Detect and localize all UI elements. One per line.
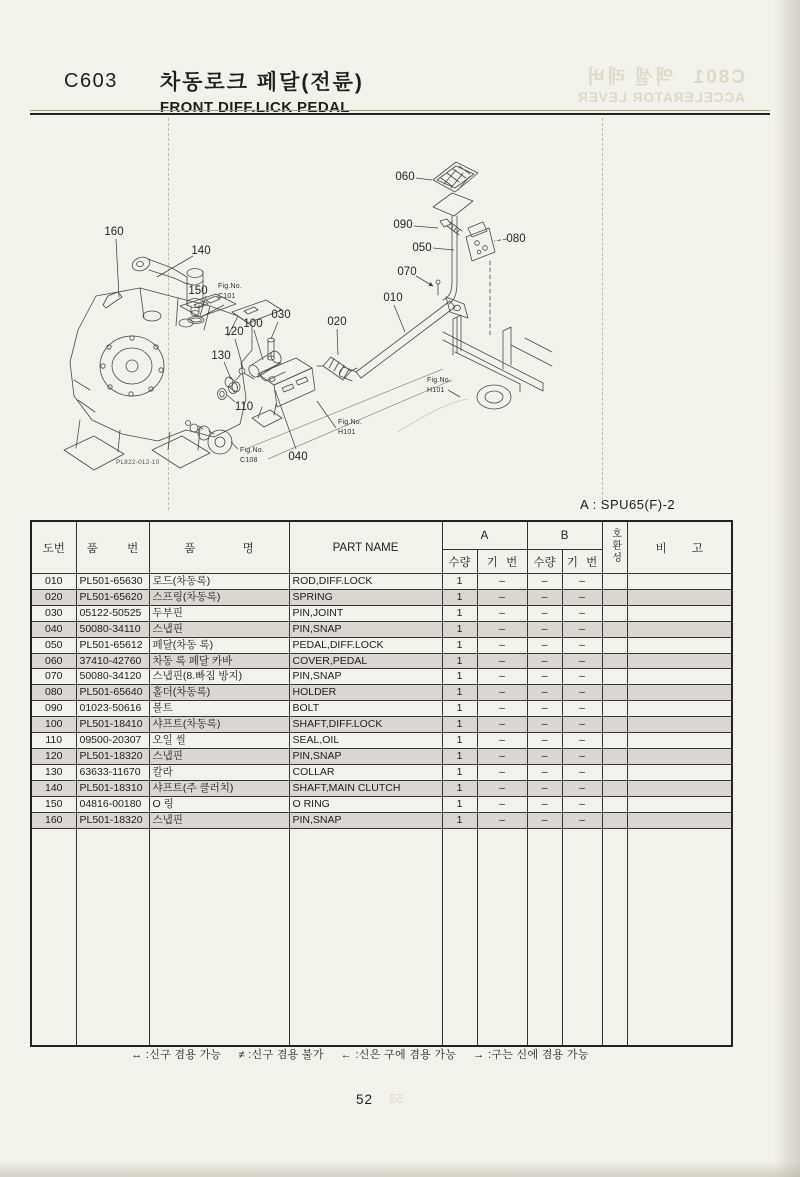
cell-part-no: PL501-18410	[76, 717, 149, 733]
cell-qty-b: –	[527, 605, 562, 621]
table-empty-space	[31, 828, 732, 1046]
cell-fig-no: 160	[31, 812, 76, 828]
cell-part-no: PL501-18320	[76, 812, 149, 828]
header-part-name: PART NAME	[289, 521, 442, 574]
header-group-a: A	[442, 521, 527, 550]
callout-leader	[116, 239, 119, 297]
cell-serial-a: –	[477, 812, 527, 828]
cell-qty-b: –	[527, 685, 562, 701]
cell-fig-no: 130	[31, 764, 76, 780]
cell-compat	[602, 589, 627, 605]
cell-fig-no: 050	[31, 637, 76, 653]
page-number: 52	[356, 1092, 374, 1107]
cell-compat	[602, 764, 627, 780]
bleedthrough-code: C801	[691, 67, 745, 88]
table-row	[31, 717, 732, 733]
cell-empty	[149, 828, 289, 1046]
header-fig-no: 도번	[31, 521, 76, 574]
cell-fig-no: 080	[31, 685, 76, 701]
cell-qty-a: 1	[442, 764, 477, 780]
cell-serial-b: –	[562, 780, 602, 796]
figref-label: H101	[427, 387, 445, 394]
cell-name-ko: 스냅핀(8.빠짐 방지)	[149, 669, 289, 685]
table-row	[31, 621, 732, 637]
cell-qty-b: –	[527, 748, 562, 764]
figref-label: C101	[218, 293, 236, 300]
cell-part-name: PIN,SNAP	[289, 812, 442, 828]
cell-part-name: PEDAL,DIFF.LOCK	[289, 637, 442, 653]
cell-part-name: SHAFT,DIFF.LOCK	[289, 717, 442, 733]
callout-leader	[227, 395, 235, 402]
callout-leader	[254, 330, 263, 360]
cell-fig-no: 140	[31, 780, 76, 796]
callout-label: 150	[188, 285, 208, 297]
bleedthrough-title-ko: 액셀 레버	[584, 67, 674, 88]
table-row	[31, 653, 732, 669]
cell-compat	[602, 637, 627, 653]
table-row	[31, 589, 732, 605]
callout-leader	[271, 322, 278, 339]
section-code: C603	[64, 70, 118, 92]
cell-part-no: PL501-18310	[76, 780, 149, 796]
drawing-code: PL822-012-10	[116, 459, 160, 466]
cell-serial-b: –	[562, 669, 602, 685]
cell-qty-a: 1	[442, 589, 477, 605]
cell-qty-b: –	[527, 653, 562, 669]
cell-serial-a: –	[477, 764, 527, 780]
cell-name-ko: 칼라	[149, 764, 289, 780]
cell-part-name: COLLAR	[289, 764, 442, 780]
cell-part-no: 01023-50616	[76, 701, 149, 717]
cell-fig-no: 010	[31, 574, 76, 590]
scan-edge-bottom	[0, 1161, 800, 1177]
callout-leader	[224, 362, 231, 379]
cell-remarks	[627, 669, 732, 685]
table-row	[31, 669, 732, 685]
cell-serial-b: –	[562, 812, 602, 828]
cell-remarks	[627, 621, 732, 637]
parts-table	[30, 520, 733, 1047]
cell-name-ko: 샤프트(차동록)	[149, 717, 289, 733]
table-row	[31, 812, 732, 828]
cell-qty-a: 1	[442, 717, 477, 733]
cell-qty-b: –	[527, 637, 562, 653]
cell-qty-b: –	[527, 796, 562, 812]
cell-qty-a: 1	[442, 748, 477, 764]
cell-serial-b: –	[562, 653, 602, 669]
cell-empty	[627, 828, 732, 1046]
cell-part-name: PIN,SNAP	[289, 748, 442, 764]
cell-part-name: ROD,DIFF.LOCK	[289, 574, 442, 590]
callout-label: 140	[191, 245, 211, 257]
callout-label: 020	[327, 316, 347, 328]
skid-arc	[398, 399, 468, 432]
callout-label: 090	[393, 219, 413, 231]
table-row	[31, 685, 732, 701]
figref-label: Fig.No.	[218, 283, 242, 290]
cell-serial-b: –	[562, 764, 602, 780]
cell-compat	[602, 653, 627, 669]
cell-part-no: 37410-42760	[76, 653, 149, 669]
legend-item: ↔ :신구 겸용 가능	[131, 1049, 222, 1061]
cell-qty-a: 1	[442, 780, 477, 796]
cell-name-ko: 두부핀	[149, 605, 289, 621]
cell-name-ko: 차동 록 페달 카바	[149, 653, 289, 669]
cell-name-ko: 볼트	[149, 701, 289, 717]
cell-fig-no: 030	[31, 605, 76, 621]
title-block	[64, 66, 364, 116]
cell-part-no: PL501-18320	[76, 748, 149, 764]
cell-part-name: PIN,SNAP	[289, 621, 442, 637]
cell-part-name: PIN,JOINT	[289, 605, 442, 621]
cell-name-ko: 로드(차동록)	[149, 574, 289, 590]
header-serial-a: 기 번	[477, 550, 527, 574]
figref-label: Fig.No.	[338, 419, 362, 426]
callout-leader	[416, 276, 433, 286]
cell-serial-a: –	[477, 717, 527, 733]
cell-qty-a: 1	[442, 574, 477, 590]
callout-leader	[433, 248, 454, 250]
cell-serial-a: –	[477, 780, 527, 796]
cell-qty-a: 1	[442, 733, 477, 749]
callout-label: 040	[288, 451, 308, 463]
cell-part-no: 04816-00180	[76, 796, 149, 812]
cell-name-ko: 오일 씰	[149, 733, 289, 749]
cell-part-no: PL501-65620	[76, 589, 149, 605]
cell-qty-b: –	[527, 589, 562, 605]
cell-remarks	[627, 637, 732, 653]
cell-qty-a: 1	[442, 621, 477, 637]
header-name-ko: 품 명	[149, 521, 289, 574]
legend-item: ≠ :신구 겸용 불가	[238, 1049, 324, 1061]
table-row	[31, 701, 732, 717]
bleedthrough-page-number: 53	[389, 1091, 404, 1106]
cell-serial-a: –	[477, 701, 527, 717]
bleedthrough-title-en: ACCELERATOR LEVER	[576, 90, 745, 105]
cell-part-name: BOLT	[289, 701, 442, 717]
cell-part-name: SEAL,OIL	[289, 733, 442, 749]
frame-rails-light	[248, 369, 452, 459]
cell-name-ko: 홀더(차동록)	[149, 685, 289, 701]
cell-name-ko: 샤프트(주 클러치)	[149, 780, 289, 796]
cell-serial-a: –	[477, 574, 527, 590]
figref-label: H101	[338, 429, 356, 436]
scan-edge-right	[774, 0, 800, 1177]
cell-empty	[562, 828, 602, 1046]
callout-label: 100	[243, 318, 263, 330]
header-serial-b: 기 번	[562, 550, 602, 574]
callout-leader	[235, 339, 243, 368]
cell-qty-b: –	[527, 621, 562, 637]
figref-leader	[231, 442, 238, 449]
cell-remarks	[627, 764, 732, 780]
header-compat: 호환성	[602, 521, 627, 574]
variant-note: A : SPU65(F)-2	[580, 497, 676, 512]
table-row	[31, 733, 732, 749]
callout-leader	[337, 329, 338, 355]
cell-fig-no: 040	[31, 621, 76, 637]
callout-leader	[494, 239, 507, 241]
cell-fig-no: 070	[31, 669, 76, 685]
callout-label: 130	[211, 350, 231, 362]
cell-part-name: HOLDER	[289, 685, 442, 701]
cell-serial-b: –	[562, 621, 602, 637]
cell-serial-a: –	[477, 796, 527, 812]
cell-remarks	[627, 748, 732, 764]
cell-empty	[289, 828, 442, 1046]
callout-label: 060	[395, 171, 415, 183]
cell-remarks	[627, 796, 732, 812]
cell-remarks	[627, 685, 732, 701]
cell-fig-no: 100	[31, 717, 76, 733]
cell-fig-no: 090	[31, 701, 76, 717]
cell-part-no: 05122-50525	[76, 605, 149, 621]
exploded-diagram	[30, 115, 770, 515]
cell-qty-b: –	[527, 701, 562, 717]
cell-qty-a: 1	[442, 812, 477, 828]
cell-fig-no: 120	[31, 748, 76, 764]
cell-compat	[602, 701, 627, 717]
legend	[30, 1046, 690, 1062]
cell-compat	[602, 748, 627, 764]
cell-empty	[602, 828, 627, 1046]
cell-serial-b: –	[562, 796, 602, 812]
cell-serial-a: –	[477, 605, 527, 621]
cell-empty	[442, 828, 477, 1046]
callout-label: 030	[271, 309, 291, 321]
cell-serial-b: –	[562, 637, 602, 653]
callout-leader	[416, 178, 432, 180]
cell-qty-a: 1	[442, 605, 477, 621]
page-title-en: FRONT DIFF.LICK PEDAL	[159, 99, 350, 116]
figref-label: C108	[240, 457, 258, 464]
cell-part-no: 50080-34120	[76, 669, 149, 685]
figref-label: Fig.No.	[240, 447, 264, 454]
cell-part-name: COVER,PEDAL	[289, 653, 442, 669]
cell-compat	[602, 796, 627, 812]
cell-serial-a: –	[477, 669, 527, 685]
cell-remarks	[627, 589, 732, 605]
cell-name-ko: O 링	[149, 796, 289, 812]
cell-part-no: PL501-65630	[76, 574, 149, 590]
cell-part-name: SHAFT,MAIN CLUTCH	[289, 780, 442, 796]
cell-name-ko: 스냅핀	[149, 812, 289, 828]
cell-qty-a: 1	[442, 685, 477, 701]
cell-serial-a: –	[477, 637, 527, 653]
figref-leader	[317, 401, 336, 428]
callout-label: 160	[104, 226, 124, 238]
cell-serial-b: –	[562, 748, 602, 764]
cell-qty-a: 1	[442, 637, 477, 653]
cell-empty	[477, 828, 527, 1046]
header-part-no: 품 번	[76, 521, 149, 574]
callout-label: 110	[234, 401, 254, 413]
cell-remarks	[627, 653, 732, 669]
cell-fig-no: 110	[31, 733, 76, 749]
cell-qty-b: –	[527, 717, 562, 733]
bleedthrough-header	[505, 62, 745, 105]
cell-fig-no: 060	[31, 653, 76, 669]
cell-serial-b: –	[562, 733, 602, 749]
table-row	[31, 748, 732, 764]
cell-name-ko: 스냅핀	[149, 621, 289, 637]
cell-compat	[602, 733, 627, 749]
cell-compat	[602, 574, 627, 590]
cell-compat	[602, 717, 627, 733]
cell-part-no: 50080-34110	[76, 621, 149, 637]
cell-compat	[602, 812, 627, 828]
cell-serial-a: –	[477, 621, 527, 637]
cell-part-no: 63633-11670	[76, 764, 149, 780]
cell-remarks	[627, 812, 732, 828]
cell-qty-a: 1	[442, 701, 477, 717]
table-row	[31, 764, 732, 780]
cell-remarks	[627, 605, 732, 621]
cell-empty	[76, 828, 149, 1046]
header-qty-a: 수량	[442, 550, 477, 574]
cell-qty-b: –	[527, 733, 562, 749]
cell-remarks	[627, 574, 732, 590]
cell-serial-b: –	[562, 685, 602, 701]
cell-part-no: PL501-65612	[76, 637, 149, 653]
callout-label: 050	[412, 242, 432, 254]
cell-qty-a: 1	[442, 796, 477, 812]
callout-label: 080	[506, 233, 526, 245]
table-row	[31, 637, 732, 653]
figref-label: Fig.No.	[427, 377, 451, 384]
cell-empty	[31, 828, 76, 1046]
table-row	[31, 605, 732, 621]
cell-name-ko: 페달(차동 록)	[149, 637, 289, 653]
cell-serial-a: –	[477, 733, 527, 749]
legend-item: → :구는 신에 겸용 가능	[473, 1049, 589, 1061]
cell-qty-a: 1	[442, 669, 477, 685]
parts-table-body	[31, 574, 732, 1046]
cell-serial-a: –	[477, 653, 527, 669]
cell-compat	[602, 780, 627, 796]
cell-empty	[527, 828, 562, 1046]
callout-label: 070	[397, 266, 417, 278]
page-title-ko: 차동로크 페달(전륜)	[159, 71, 364, 94]
cell-fig-no: 150	[31, 796, 76, 812]
callout-label: 010	[383, 292, 403, 304]
callout-leader	[414, 226, 438, 228]
cell-serial-b: –	[562, 605, 602, 621]
cell-compat	[602, 669, 627, 685]
cell-part-no: 09500-20307	[76, 733, 149, 749]
cell-remarks	[627, 717, 732, 733]
table-row	[31, 796, 732, 812]
cell-serial-b: –	[562, 701, 602, 717]
cell-fig-no: 020	[31, 589, 76, 605]
cell-serial-a: –	[477, 748, 527, 764]
callout-label: 120	[224, 326, 244, 338]
cell-serial-b: –	[562, 589, 602, 605]
diagram-callouts	[104, 171, 525, 464]
cell-qty-b: –	[527, 780, 562, 796]
cell-qty-b: –	[527, 812, 562, 828]
cell-part-no: PL501-65640	[76, 685, 149, 701]
cell-serial-a: –	[477, 685, 527, 701]
cell-compat	[602, 605, 627, 621]
table-row	[31, 574, 732, 590]
cell-remarks	[627, 701, 732, 717]
cell-part-name: O RING	[289, 796, 442, 812]
table-row	[31, 780, 732, 796]
cell-name-ko: 스냅핀	[149, 748, 289, 764]
cell-qty-b: –	[527, 669, 562, 685]
callout-leader	[394, 305, 405, 332]
cell-serial-b: –	[562, 717, 602, 733]
cell-remarks	[627, 780, 732, 796]
cell-compat	[602, 621, 627, 637]
header-remarks: 비 고	[627, 521, 732, 574]
cell-qty-b: –	[527, 574, 562, 590]
figref-leader	[448, 390, 460, 397]
cell-part-name: PIN,SNAP	[289, 669, 442, 685]
cell-qty-a: 1	[442, 653, 477, 669]
cell-serial-b: –	[562, 574, 602, 590]
cell-name-ko: 스프링(차동록)	[149, 589, 289, 605]
cell-qty-b: –	[527, 764, 562, 780]
callout-leader	[157, 256, 193, 277]
legend-item: ← :신은 구에 겸용 가능	[340, 1049, 457, 1061]
cell-remarks	[627, 733, 732, 749]
header-qty-b: 수량	[527, 550, 562, 574]
cell-serial-a: –	[477, 589, 527, 605]
cell-compat	[602, 685, 627, 701]
header-group-b: B	[527, 521, 602, 550]
cell-part-name: SPRING	[289, 589, 442, 605]
